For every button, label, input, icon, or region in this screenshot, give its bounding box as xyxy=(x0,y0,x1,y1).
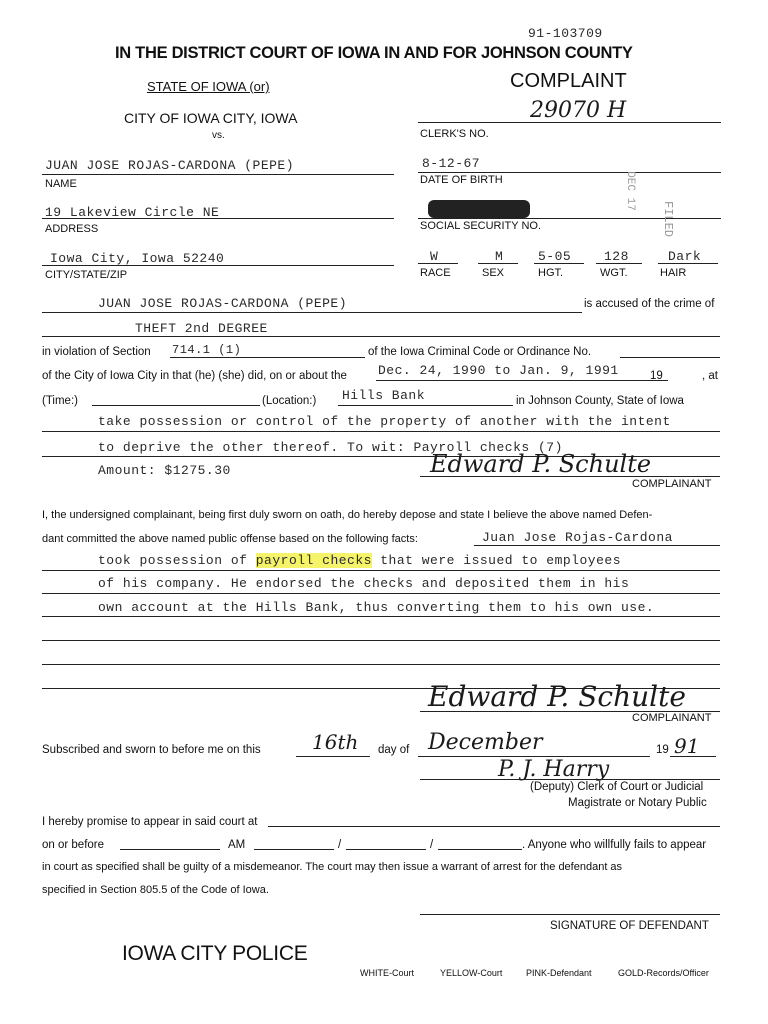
fact-line-1-post: that were issued to employees xyxy=(371,553,621,568)
filed-stamp: FILED xyxy=(661,200,676,238)
slash-1: / xyxy=(338,839,342,851)
dob-value: 8-12-67 xyxy=(422,156,481,171)
address-label: ADDRESS xyxy=(45,223,99,235)
clerks-no-label: CLERK'S NO. xyxy=(420,128,489,140)
location-line xyxy=(338,405,513,406)
sworn-year-prefix: 19 xyxy=(656,744,669,756)
fact-line-3: own account at the Hills Bank, thus converting them to his own use. xyxy=(98,600,655,615)
accused-text: is accused of the crime of xyxy=(584,298,715,310)
time-line xyxy=(92,405,260,406)
time-label: (Time:) xyxy=(42,395,78,407)
sworn-month: December xyxy=(428,730,543,755)
day-line xyxy=(346,849,426,850)
sex-value: M xyxy=(495,249,504,264)
city-state-zip-value: Iowa City, Iowa 52240 xyxy=(50,251,225,266)
ssn-line xyxy=(418,218,721,219)
am-label: AM xyxy=(228,839,246,851)
promise-warning-3: specified in Section 805.5 of the Code of Iowa. xyxy=(42,884,269,896)
accused-name: JUAN JOSE ROJAS-CARDONA (PEPE) xyxy=(98,296,348,311)
offense-line-1-rule xyxy=(42,431,720,432)
year-line xyxy=(438,849,522,850)
on-or-before: on or before xyxy=(42,839,105,851)
statement-intro-1: I, the undersigned complainant, being first duly sworn on oath, do hereby depose and state I believe the above named Defen- xyxy=(42,509,653,521)
crime-line xyxy=(42,336,720,337)
hgt-label: HGT. xyxy=(538,267,564,279)
violation-suffix: of the Iowa Criminal Code or Ordinance No. xyxy=(368,346,592,358)
fact-line-2: of his company. He endorsed the checks and deposited them in his xyxy=(98,576,630,591)
complainant-signature-1: Edward P. Schulte xyxy=(430,450,652,478)
race-line xyxy=(418,263,458,264)
clerk-signature: P. J. Harry xyxy=(498,757,610,782)
city-line xyxy=(42,265,394,266)
payroll-checks-highlight: payroll checks xyxy=(255,553,372,568)
statement-intro-2: dant committed the above named public offense based on the following facts: xyxy=(42,533,418,545)
signature-of-defendant-label: SIGNATURE OF DEFENDANT xyxy=(550,920,709,932)
fact-line-3-rule xyxy=(42,616,720,617)
county-text: in Johnson County, State of Iowa xyxy=(516,395,684,407)
fact-name: Juan Jose Rojas-Cardona xyxy=(482,530,673,545)
year-prefix: 19 xyxy=(650,370,663,382)
clerk-line xyxy=(420,779,720,780)
sworn-day-of: day of xyxy=(378,744,410,756)
dob-label: DATE OF BIRTH xyxy=(420,174,503,186)
date-line xyxy=(376,380,668,381)
promise-warning-1: . Anyone who willfully fails to appear xyxy=(522,839,707,851)
name-label: NAME xyxy=(45,178,77,190)
state-of-iowa: STATE OF IOWA (or) xyxy=(147,79,270,94)
defendant-name: JUAN JOSE ROJAS-CARDONA (PEPE) xyxy=(45,158,295,173)
ordinance-line xyxy=(620,357,720,358)
violation-prefix: in violation of Section xyxy=(42,346,151,358)
name-line xyxy=(42,174,394,175)
promise-line-1-rule xyxy=(268,826,720,827)
sworn-day-line xyxy=(296,756,370,757)
address-value: 19 Lakeview Circle NE xyxy=(45,205,220,220)
offense-line-2: to deprive the other thereof. To wit: Payroll checks (7) xyxy=(98,440,563,455)
filed-stamp-date: DEC 17 xyxy=(623,171,636,211)
promise-warning-2: in court as specified shall be guilty of a misdemeanor. The court may then issue a warrant of arrest for the defendant as xyxy=(42,861,623,873)
month-line xyxy=(254,849,334,850)
copy-gold: GOLD-Records/Officer xyxy=(618,968,709,978)
copy-pink: PINK-Defendant xyxy=(526,968,592,978)
court-title: IN THE DISTRICT COURT OF IOWA IN AND FOR JOHNSON COUNTY xyxy=(115,44,633,62)
clerk-label-1: (Deputy) Clerk of Court or Judicial xyxy=(530,781,704,793)
dob-line xyxy=(418,172,721,173)
complainant-line-1 xyxy=(420,476,720,477)
defendant-signature-line xyxy=(420,914,720,915)
complaint-title: COMPLAINT xyxy=(510,70,627,92)
fact-line-2-rule xyxy=(42,593,720,594)
sworn-text: Subscribed and sworn to before me on this xyxy=(42,744,261,756)
sworn-year-line xyxy=(670,756,716,757)
clerks-no-line xyxy=(418,122,721,123)
clerks-number-handwritten: 29070 H xyxy=(530,98,627,123)
copy-yellow: YELLOW-Court xyxy=(440,968,503,978)
date-range: Dec. 24, 1990 to Jan. 9, 1991 xyxy=(378,363,619,378)
sworn-day: 16th xyxy=(312,730,359,754)
complainant-label-1: COMPLAINANT xyxy=(632,478,712,490)
location-value: Hills Bank xyxy=(342,388,426,403)
wgt-label: WGT. xyxy=(600,267,628,279)
height-value: 5-05 xyxy=(538,249,572,264)
ssn-label: SOCIAL SECURITY NO. xyxy=(420,220,542,232)
city-title: CITY OF IOWA CITY, IOWA xyxy=(124,110,298,126)
fact-line-1-pre: took possession of xyxy=(98,553,256,568)
weight-value: 128 xyxy=(604,249,629,264)
race-label: RACE xyxy=(420,267,451,279)
hair-value: Dark xyxy=(668,249,702,264)
blank-line-1 xyxy=(42,640,720,641)
copy-white: WHITE-Court xyxy=(360,968,414,978)
city-text: of the City of Iowa City in that (he) (she) did, on or about the xyxy=(42,370,347,382)
location-label: (Location:) xyxy=(262,395,317,407)
accused-line xyxy=(42,312,582,313)
crime-value: THEFT 2nd DEGREE xyxy=(135,321,268,336)
fact-name-line xyxy=(474,545,720,546)
promise-line-1: I hereby promise to appear in said court at xyxy=(42,816,258,828)
address-line xyxy=(42,218,394,219)
agency-name: IOWA CITY POLICE xyxy=(122,942,308,965)
clerk-label-2: Magistrate or Notary Public xyxy=(568,797,707,809)
complainant-signature-2: Edward P. Schulte xyxy=(428,680,686,713)
sworn-year: 91 xyxy=(674,734,700,758)
section-value: 714.1 (1) xyxy=(172,343,242,357)
sex-line xyxy=(478,263,518,264)
blank-line-2 xyxy=(42,664,720,665)
case-number: 91-103709 xyxy=(528,26,603,41)
complainant-label-2: COMPLAINANT xyxy=(632,712,712,724)
amount-value: Amount: $1275.30 xyxy=(98,463,231,478)
hair-line xyxy=(658,263,718,264)
offense-line-1: take possession or control of the property of another with the intent xyxy=(98,414,671,429)
hgt-line xyxy=(534,263,584,264)
at-text: , at xyxy=(702,370,718,382)
slash-2: / xyxy=(430,839,434,851)
hair-label: HAIR xyxy=(660,267,687,279)
fact-line-1 xyxy=(98,553,621,568)
before-line xyxy=(120,849,220,850)
city-state-zip-label: CITY/STATE/ZIP xyxy=(45,269,128,281)
vs-label: vs. xyxy=(212,130,225,141)
ssn-redaction xyxy=(428,200,530,218)
wgt-line xyxy=(596,263,642,264)
fact-line-1-rule xyxy=(42,570,720,571)
race-value: W xyxy=(430,249,439,264)
section-line xyxy=(170,357,365,358)
sex-label: SEX xyxy=(482,267,505,279)
